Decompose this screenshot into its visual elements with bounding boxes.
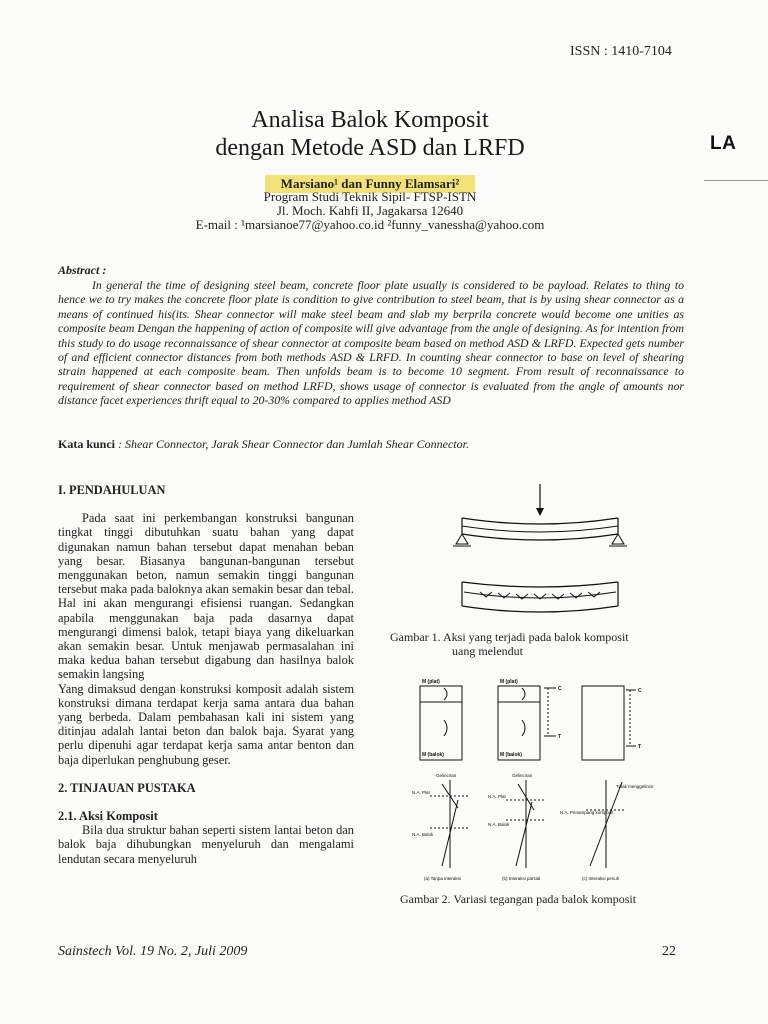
left-column xyxy=(58,483,354,866)
adjacent-page-edge-label: LA xyxy=(710,133,737,154)
fig2-c-c: C xyxy=(638,688,642,694)
fig2-b-m-plat: M (plat) xyxy=(500,679,518,685)
fig2-b-t: T xyxy=(558,734,562,740)
fig2-a-m-balok: M (balok) xyxy=(422,752,444,758)
fig2-b-c: C xyxy=(558,686,562,692)
keywords-label: Kata kunci xyxy=(58,437,116,451)
fig2-b-m-balok: M (balok) xyxy=(500,752,522,758)
section-1-paragraph-1: Pada saat ini perkembangan konstruksi bangunan tingkat tinggi dibutuhkan suatu bahan yang dapat digunakan namun bahan tersebut dapat menahan beban yang besar. Biasanya bangunan-bangunan tersebut menggunakan beton, namun semakin tinggi bangunan tersebut maka pada baloknya akan semakin besar dan tebal. Hal ini akan mengurangi efisiensi ruangan. Sedangkan apabila menggunakan baja pada dasarnya dapat mengurangi dimensi balok, tetapi biaya yang dikeluarkan akan semakin besar. Untuk menjawab permasalahan ini maka kedua bahan tersebut digabung dan hasilnya balok semakin langsing xyxy=(58,511,354,682)
issn-label: ISSN : 1410-7104 xyxy=(570,44,672,59)
fig2-sub-a: (a) Tanpa interaksi xyxy=(424,876,461,881)
page-number: 22 xyxy=(662,944,676,959)
affiliation xyxy=(120,190,620,232)
section-2-heading: 2. TINJAUAN PUSTAKA xyxy=(58,780,196,795)
authors: Marsiano¹ dan Funny Elamsari² xyxy=(265,175,475,193)
section-2-1-paragraph: Bila dua struktur bahan seperti sistem lantai beton dan balok baja dihubungkan menyeluruh dan mengalami lendutan secara menyeluruh xyxy=(58,823,354,866)
affiliation-line-2: Jl. Moch. Kahfi II, Jagakarsa 12640 xyxy=(276,203,464,218)
section-2-1-heading: 2.1. Aksi Komposit xyxy=(58,809,158,824)
fig2-c-t: T xyxy=(638,744,642,750)
fig2-sub-b: (b) Interaksi parsial xyxy=(502,876,541,881)
fig2-b-na-balok: N.A. Balok xyxy=(488,822,510,827)
fig2-b-na-plat: N.A. Plat xyxy=(488,794,506,799)
abstract-body: In general the time of designing steel beam, concrete floor plate usually is considered to be payload. Relates to thing to hence we to try makes the concrete floor plate is condition to give contribution to steel beam, that is by using shear connector as a means of continued his(its. Shear connector will make steel beam and slab my berprila concrete would become one unities as composite beam Dengan the happening of action of composite will give advantage from the angle of designing. As for intention from this study to do usage reconnaissance of shear connector at composite beam based on method ASD & LRFD. Expected gets number of and efficient connector distances from both methods ASD & LRFD. In counting shear connector to base on level of shearing strain happened at each composite beam. Then unfolds beam is to become 10 segment. From result of reconnaissance to requirement of shear connector based on method LRFD, shows usage of connector is evaluated from the angle of amounts nor distance facet experiences thrift equal to 20-30% compared to applies method ASD xyxy=(58,278,684,408)
keywords-text: : Shear Connector, Jarak Shear Connector dan Jumlah Shear Connector. xyxy=(115,437,469,451)
fig2-a-na-balok: N.A. Balok xyxy=(412,832,434,837)
paper-title xyxy=(120,106,620,162)
title-line-2: dengan Metode ASD dan LRFD xyxy=(215,135,525,161)
section-1-paragraph-2: Yang dimaksud dengan konstruksi komposit adalah sistem konstruksi dimana terdapat kerja sama antara dua bahan yang berbeda. Dalam pembahasan kali ini sistem yang ditinjau adalah lantai beton dan balok baja. Syarat yang perlu dipenuhi agar terdapat kerja sama antar benton dan baja diperlukan penghubung geser. xyxy=(58,681,354,767)
figure-2-caption: Gambar 2. Variasi tegangan pada balok komposit xyxy=(400,892,637,906)
keywords xyxy=(58,437,684,452)
fig2-c-tidak-menggelincir: Tidak menggelincir xyxy=(616,784,654,789)
affiliation-email: E-mail : ¹marsianoe77@yahoo.co.id ²funny_vanessha@yahoo.com xyxy=(195,217,545,232)
fig2-sub-c: (c) Interaksi penuh xyxy=(582,876,620,881)
figure-1-caption-line-1: Gambar 1. Aksi yang terjadi pada balok komposit xyxy=(390,630,629,644)
title-line-1: Analisa Balok Komposit xyxy=(251,107,489,133)
adjacent-page-rule xyxy=(704,180,768,181)
abstract-heading: Abstract : xyxy=(58,263,107,277)
fig2-a-m-plat: M (plat) xyxy=(422,679,440,685)
journal-footer: Sainstech Vol. 19 No. 2, Juli 2009 xyxy=(58,944,248,959)
fig2-b-gelinciran: Gelinciran xyxy=(512,773,533,778)
section-1-heading: I. PENDAHULUAN xyxy=(58,483,166,497)
figure-1-caption xyxy=(390,630,690,658)
fig2-c-na-penampang: N.A. Penampang komposit xyxy=(560,810,614,815)
affiliation-line-1: Program Studi Teknik Sipil- FTSP-ISTN xyxy=(263,189,477,204)
fig2-a-na-plat: N.A. Plat xyxy=(412,790,430,795)
figure-2-stress-diagram xyxy=(410,676,670,886)
figure-1-beam-diagram xyxy=(440,482,640,627)
figure-1-caption-line-2: uang melendut xyxy=(452,644,523,658)
fig2-a-gelinciran: Gelinciran xyxy=(436,773,457,778)
